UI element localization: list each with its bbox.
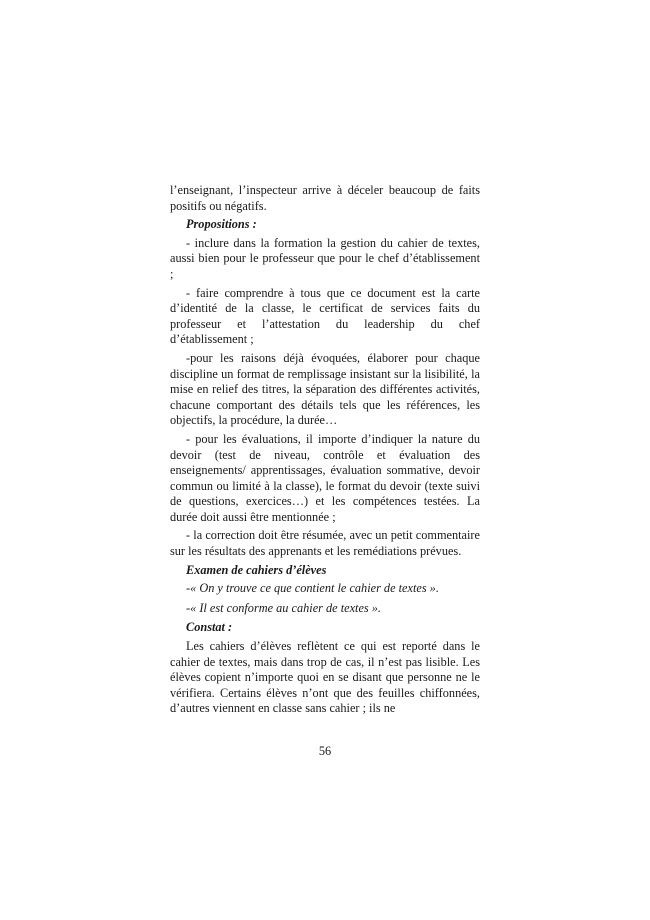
paragraph-constat: Les cahiers d’élèves reflètent ce qui est reporté dans le cahier de textes, mais dans trop de cas, il n’est pas lisible. Les élèves copient n’importe quoi en se disant que personne ne le vérifiera. Certains élèves n’ont que des feuilles chiffonnées, d’autres viennent en classe sans cahier ; ils ne [170,639,480,716]
paragraph-proposition-4: - pour les évaluations, il importe d’indiquer la nature du devoir (test de niveau, contrôle et évaluation des enseignements/ apprentissages, évaluation sommative, devoir commun ou limité à la classe), le format du devoir (texte suivi de questions, exercices…) et les compétences testées. La durée doit aussi être mentionnée ; [170,431,480,524]
paragraph-proposition-1: - inclure dans la formation la gestion du cahier de textes, aussi bien pour le professeur que pour le chef d’établissement ; [170,235,480,281]
heading-constat: Constat : [186,620,233,635]
page-number: 56 [318,744,332,758]
paragraph-proposition-3: -pour les raisons déjà évoquées, élaborer pour chaque discipline un format de remplissage insistant sur la lisibilité, la mise en relief des titres, la séparation des différentes activités, chacune comportant des détails tels que les références, les objectifs, la procédure, la durée… [170,350,480,428]
heading-propositions: Propositions : [186,217,257,232]
quote-2: -« Il est conforme au cahier de textes ». [186,600,381,615]
paragraph-proposition-5: - la correction doit être résumée, avec un petit commentaire sur les résultats des apprenants et les remédiations prévues. [170,528,480,559]
body-text [170,183,480,720]
quote-1: -« On y trouve ce que contient le cahier de textes ». [186,581,439,596]
paragraph-proposition-2: - faire comprendre à tous que ce document est la carte d’identité de la classe, le certificat de services faits du professeur et l’attestation du leadership du chef d’établissement ; [170,285,480,347]
paragraph-intro: l’enseignant, l’inspecteur arrive à déceler beaucoup de faits positifs ou négatifs. [170,183,480,213]
heading-examen: Examen de cahiers d’élèves [186,562,327,577]
